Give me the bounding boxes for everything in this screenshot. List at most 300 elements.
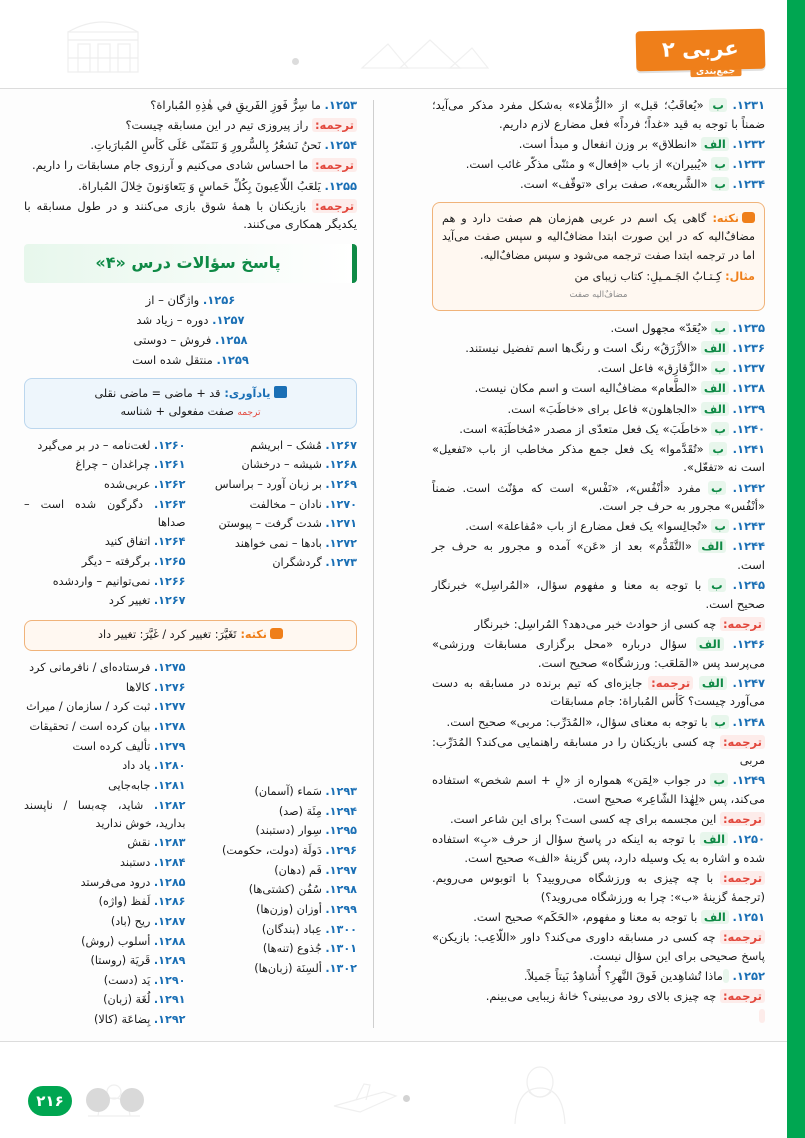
item-number: ۱۲۷۵. [153, 661, 186, 675]
list-item [24, 777, 186, 795]
note-strip-title [237, 628, 283, 641]
list-item [24, 834, 186, 852]
review-sub-line [34, 403, 347, 421]
item-text: «الجاهلون» فاعل برای «خاطَبَ» است. [507, 401, 698, 416]
item-number: ۱۲۹۶. [325, 843, 357, 857]
answer-list [432, 319, 765, 1026]
item-number: ۱۲۷۲. [325, 536, 357, 550]
list-item [196, 496, 358, 514]
item-text: «التَّقَدُّم» بعد از «عَن» آمده و مجرور به حرف جر است. [432, 539, 765, 573]
vocab-head-list [24, 291, 357, 370]
option-tag: الف [699, 676, 727, 690]
list-item [24, 991, 186, 1009]
item-text: برگرفته – دیگر [81, 554, 151, 568]
item-text: أسلوب (روش) [81, 934, 151, 948]
item-text: نَحنُ نَشعُرُ بِالسُّرورِ وَ نَتَمَنّی عَلَی کَأسِ المُبارَیاتِ. [90, 138, 321, 153]
item-text: «خاطَبَ» یک فعل متعدّی از مصدر «مُخاطَبَة» است. [459, 421, 708, 436]
left-text-column [24, 96, 357, 1034]
item-number: ۱۲۸۹. [153, 954, 186, 968]
list-item [24, 854, 186, 872]
item-number: ۱۲۹۲. [153, 1013, 186, 1027]
answer-item [432, 908, 765, 927]
spacer [196, 721, 358, 735]
list-item [24, 679, 186, 697]
footer-circles [86, 1088, 144, 1112]
airplane-icon [330, 1076, 400, 1120]
list-item [24, 311, 357, 330]
item-number: ۱۲۴۷. [732, 675, 765, 690]
item-number: ۱۲۳۸. [732, 381, 765, 396]
answer-item [432, 135, 765, 154]
option-tag: الف [696, 637, 724, 651]
answer-item [432, 440, 765, 477]
item-text: ماذا تُشاهِدین فَوقَ النَّهرِ؟ أُشاهِدُ بَیتاً جَمیلاً. [523, 968, 723, 983]
list-item [196, 803, 358, 821]
item-number: ۱۲۳۷. [732, 361, 765, 376]
item-text: فرستاده‌ای / نافرمانی کرد [29, 661, 151, 675]
item-text: «الشَّریعه»، صفت برای «توقّف» است. [520, 177, 708, 191]
item-text: دستبند [120, 855, 151, 869]
note-example-line [442, 268, 755, 287]
answer-item [432, 576, 765, 613]
item-number: ۱۲۳۱. [732, 98, 765, 112]
item-text: چه کسی از حوادث خبر می‌دهد؟ المُراسِل: خبرنگار [474, 616, 717, 631]
option-tag: ب [711, 177, 729, 191]
example-text: كِـتـابُ الجَـمـيلِ: کتاب زیبای من [574, 270, 722, 284]
item-text: این مجسمه برای چه کسی است؟ برای این شاعر است. [450, 812, 717, 827]
option-tag: ب [709, 98, 727, 112]
item-number: ۱۲۵۳. [324, 98, 357, 112]
item-text: چه چیزی بالای رود می‌بینی؟ خانۀ زیبایی می‌بینم. [485, 988, 717, 1003]
item-number: ۱۲۴۸. [732, 714, 765, 729]
item-number: ۱۲۴۳. [732, 519, 765, 534]
column-divider [373, 100, 374, 1028]
translation-tag: ترجمه: [720, 871, 765, 885]
item-number: ۱۲۹۱. [153, 993, 186, 1007]
item-number: ۱۳۰۲. [325, 961, 357, 975]
item-number: ۱۲۵۹. [216, 353, 249, 368]
option-tag: ب [708, 481, 726, 495]
option-tag: الف [700, 832, 728, 846]
translation-tag: ترجمه: [720, 812, 765, 826]
item-number: ۱۲۶۶. [153, 574, 186, 588]
answer-item [432, 635, 765, 672]
item-text: یاد داد [122, 759, 151, 773]
vocab2-col-right [24, 659, 186, 1031]
answer-item [432, 339, 765, 358]
note-body: گاهی یک اسم در عربی هم‌زمان هم صفت دارد و هم مضافٌ‌الیه که در این صورت ابتدا مضافٌ‌الیه و سپس صفت می‌آید اما در ترجمه ابتدا صفت ترجمه می‌شود و سپس مضافٌ‌الیه. [442, 211, 755, 262]
speech-bubble-icon [270, 628, 283, 639]
item-text: عِباد (بندگان) [261, 922, 322, 936]
vocab-col-left [196, 437, 358, 612]
item-text: «تُقَدَّموا» یک فعل جمع مذکر مخاطب از باب «تَفعیل» است نه «تفعّل». [432, 441, 765, 475]
list-item [196, 783, 358, 801]
item-number: ۱۲۸۶. [153, 895, 186, 909]
answer-item [432, 810, 765, 829]
option-tag: ب [711, 519, 729, 533]
list-item [24, 933, 186, 951]
item-text: دَولَة (دولت، حکومت) [221, 843, 322, 857]
item-number: ۱۲۶۷. [153, 594, 186, 608]
review-sub-label: ترجمه [237, 407, 261, 418]
note-strip [24, 620, 357, 651]
option-tag: الف [698, 539, 726, 553]
item-number: ۱۲۴۲. [732, 480, 766, 495]
book-subtitle: جمع‌بندی [690, 66, 741, 77]
option-tag: الف [701, 381, 729, 395]
item-text: ریح (باد) [110, 914, 151, 928]
answer-item [432, 674, 765, 711]
item-number: ۱۲۵۲. [732, 968, 765, 983]
item-text: جُذوع (تنه‌ها) [262, 942, 322, 956]
item-number: ۱۲۹۵. [325, 824, 357, 838]
item-text: تغییر کرد [108, 594, 151, 608]
item-text: نقش [127, 836, 151, 850]
list-item [24, 952, 186, 970]
translation-tag: ترجمه: [312, 199, 357, 213]
item-text: مِئَة (صد) [278, 804, 322, 818]
item-number: ۱۲۵۸. [215, 333, 248, 348]
vocab-col-right [24, 437, 186, 612]
item-text: جابه‌جایی [108, 778, 151, 792]
item-text: «الأزْرَقُ» رنگ است و رنگ‌ها اسم تفضیل نیستند. [465, 341, 698, 356]
item-text: شاید، چه‌بسا / ناپسند بدارید، خوش ندارید [24, 798, 186, 830]
list-item [24, 476, 186, 494]
list-item [24, 533, 186, 551]
list-item [24, 972, 186, 990]
item-text: بادها – نمی خواهند [234, 536, 322, 550]
list-item [24, 437, 186, 455]
review-box [24, 378, 357, 429]
item-text: یَلعَبُ اللّاعِبونَ بِکُلِّ حَماسٍ وَ یَتَعاوَنونَ خِلالَ المُباراة. [78, 178, 321, 193]
note-title-text: نکته: [712, 211, 739, 225]
vocab-two-col-2 [24, 659, 357, 1031]
item-number: ۱۲۷۶. [153, 680, 186, 694]
item-text: با چه چیزی به ورزشگاه می‌رویید؟ با اتوبوس می‌رویم. (ترجمۀ گزینۀ «ب»: چرا به ورزشگاه می‌روید؟) [432, 871, 765, 904]
header-dot [292, 58, 299, 65]
speech-bubble-icon [742, 212, 755, 223]
item-text: گردشگران [272, 556, 322, 570]
item-text: شیشه – درخشان [241, 458, 322, 472]
answer-item [432, 359, 765, 378]
item-number: ۱۲۴۰. [732, 421, 765, 436]
note-strip-body: تَغَیَّرَ: تغییر کرد / غَیَّرَ: تغییر داد [98, 627, 237, 641]
item-number: ۱۲۶۸. [325, 458, 357, 472]
answer-item [432, 713, 765, 732]
page-content [24, 96, 765, 1034]
item-text: کالاها [125, 680, 151, 694]
item-text: دوره – زیاد شد [136, 312, 209, 327]
item-text: «یُبیران» از باب «إفعال» و مثنّی مذکّر غائب است. [465, 156, 708, 171]
item-number: ۱۲۸۲. [153, 798, 186, 812]
item-number: ۱۲۵۷. [212, 312, 245, 327]
item-text: «الطَّعام» مضافٌ‌الیه است و اسم مکان نیست. [474, 381, 698, 396]
answer-item [24, 96, 357, 115]
list-item [196, 901, 358, 919]
vocab-two-col [24, 437, 357, 612]
item-number: ۱۲۹۷. [325, 863, 357, 877]
item-text: «انطلاق» بر وزن انفعال و مبدأ است. [518, 136, 698, 151]
item-text: ما سِرُّ فَوزِ الفَریقِ في هٰذِهِ المُباراة؟ [150, 98, 321, 112]
translation-tag [759, 1009, 765, 1023]
item-text: نمی‌توانیم – واردشده [52, 574, 151, 588]
list-item [24, 874, 186, 892]
list-item [196, 862, 358, 880]
spacer [196, 659, 358, 673]
item-number: ۱۲۹۴. [325, 804, 357, 818]
book-title: عربی ۲ [662, 36, 740, 62]
answer-item [432, 400, 765, 419]
item-text: فَم (دهان) [274, 863, 322, 877]
answer-item [432, 175, 765, 194]
spacer [196, 737, 358, 751]
item-text: تألیف کرده است [72, 739, 151, 753]
answer-item [432, 733, 765, 770]
item-text: با توجه به اینکه در پاسخ سؤال از حرف «بِ» استفاده شده و اشاره به یک وسیله دارد، پس گزینۀ «الف» صحیح است. [432, 832, 765, 865]
option-tag: ب [711, 715, 729, 729]
item-number: ۱۲۵۱. [732, 909, 765, 924]
note-box [432, 202, 765, 311]
item-text: بازیکنان با همۀ شوق بازی می‌کنند و در طول مسابقه با یکدیگر همکاری می‌کنند. [24, 198, 357, 232]
item-number: ۱۲۴۱. [732, 441, 766, 456]
spacer [196, 690, 358, 704]
list-item [24, 553, 186, 571]
item-number: ۱۲۴۵. [732, 578, 766, 593]
book-icon [274, 386, 287, 398]
list-item [24, 1011, 186, 1029]
item-text: «الزَّقازِق» فاعل است. [597, 361, 708, 376]
list-item [24, 659, 186, 677]
spacer [196, 675, 358, 689]
item-number: ۱۳۰۰. [325, 922, 357, 936]
answer-item [432, 987, 765, 1006]
item-number: ۱۲۳۶. [732, 341, 765, 356]
item-number: ۱۲۵۰. [732, 832, 766, 847]
item-number: ۱۲۷۱. [325, 517, 357, 531]
list-item [24, 718, 186, 736]
translation-tag: ترجمه: [720, 617, 765, 631]
item-number: ۱۲۸۰. [153, 759, 186, 773]
spacer [196, 706, 358, 720]
item-text: مفرد «أنْفُس»، «نَفْس» است که مؤنّث است. ضمناً «أنْفُس» مجرور به حرف جر است. [432, 480, 765, 514]
option-tag: ب [708, 578, 726, 592]
item-text: دگرگون شده است – صداها [24, 497, 186, 529]
item-number: ۱۲۵۶. [202, 292, 236, 307]
list-item [24, 592, 186, 610]
answer-item [432, 319, 765, 338]
answer-item [432, 771, 765, 808]
answer-item [432, 420, 765, 439]
item-number: ۱۲۶۴. [153, 535, 186, 549]
item-number: ۱۲۸۳. [153, 836, 186, 850]
list-item [196, 822, 358, 840]
item-text: قَریَة (روستا) [90, 954, 151, 968]
item-text: عربی‌شده [103, 477, 151, 491]
list-item [24, 893, 186, 911]
item-number: ۱۲۷۳. [325, 556, 357, 570]
option-tag [723, 969, 729, 983]
section-heading: پاسخ سؤالات درس «۴» [24, 244, 357, 283]
item-text: راز پیروزی تیم در این مسابقه چیست؟ [125, 118, 309, 133]
list-item [196, 437, 358, 455]
item-text: اتفاق کنید [104, 535, 151, 549]
answer-item [432, 537, 765, 574]
spacer [196, 752, 358, 766]
item-text: یَد (دست) [103, 973, 151, 987]
list-item [196, 940, 358, 958]
item-text: بیان کرده است / تحقیقات [29, 719, 151, 733]
note-strip-title-text: نکته: [240, 627, 267, 641]
list-item [24, 757, 186, 775]
list-item [196, 921, 358, 939]
item-number: ۱۲۸۵. [153, 875, 186, 889]
option-tag: ب [710, 773, 728, 787]
option-tag: الف [701, 137, 729, 151]
item-number: ۱۲۴۹. [732, 773, 766, 788]
item-text: لُغَة (زبان) [103, 993, 151, 1007]
answer-item [432, 928, 765, 965]
list-item [196, 881, 358, 899]
item-text: مُشک – ابریشم [250, 438, 322, 452]
page-number: ۲۱۶ [28, 1086, 72, 1116]
item-text: بر زبان آورد – براساس [214, 477, 322, 491]
item-number: ۱۲۵۴. [324, 138, 357, 153]
mosque-arch-icon [60, 14, 150, 74]
item-number: ۱۲۹۰. [153, 973, 186, 987]
item-number: ۱۲۳۵. [732, 321, 765, 336]
list-item [24, 331, 357, 350]
list-item [24, 573, 186, 591]
translation-tag: ترجمه: [720, 735, 765, 749]
option-tag: الف [701, 910, 729, 924]
option-tag: ب [709, 442, 727, 456]
item-number: ۱۲۷۹. [153, 739, 186, 753]
item-number: ۱۲۶۰. [153, 438, 186, 452]
translation-tag: ترجمه: [720, 989, 765, 1003]
answer-item [24, 116, 357, 135]
item-number: ۱۲۳۴. [732, 177, 765, 191]
option-tag: الف [701, 402, 729, 416]
item-text: لَفظ (واژه) [98, 895, 151, 909]
item-number: ۱۲۹۳. [325, 785, 357, 799]
list-item [24, 456, 186, 474]
note-title [706, 212, 755, 225]
translation-tag: ترجمه: [312, 118, 357, 132]
item-text: با توجه به معنا و مفهوم، «الحَکَم» صحیح است. [473, 909, 698, 924]
list-item [24, 738, 186, 756]
option-tag: ب [711, 422, 729, 436]
item-text: چه کسی در مسابقه داوری می‌کند؟ داور «اللّاعِب: بازیکن» پاسخ صحیحی برای این سؤال نیست. [432, 929, 765, 963]
item-text: واژگان – از [145, 292, 200, 307]
translation-tag: ترجمه: [648, 676, 693, 690]
example-caption: مضافٌ‌الیه صفت [569, 290, 628, 300]
answer-item [432, 1007, 765, 1026]
answer-item [24, 197, 357, 234]
item-text: بِضاعَة (کالا) [94, 1013, 151, 1027]
book-title-ribbon [636, 29, 765, 78]
right-text-column [432, 96, 765, 1034]
item-number: ۱۲۷۰. [325, 497, 357, 511]
item-number: ۱۲۶۷. [325, 438, 357, 452]
translation-tag: ترجمه: [720, 930, 765, 944]
answer-item [432, 379, 765, 398]
item-text: ثبت کرد / سازمان / میراث [26, 700, 151, 714]
item-number: ۱۳۰۱. [325, 942, 357, 956]
option-tag: ب [711, 321, 729, 335]
answer-item [432, 96, 765, 133]
list-item [24, 797, 186, 833]
list-item [196, 554, 358, 572]
item-text: ما احساس شادی می‌کنیم و آرزوی جام مسابقات را داریم. [32, 158, 309, 173]
review-title [221, 387, 287, 400]
list-item [196, 842, 358, 860]
item-text: «یُعَدّ» مجهول است. [610, 321, 708, 336]
review-title-text: یادآوری: [224, 386, 271, 400]
item-number: ۱۲۹۸. [325, 883, 357, 897]
item-text: ألسِنَة (زبان‌ها) [254, 961, 322, 975]
item-text: منتقل شده است [132, 353, 213, 368]
list-item [196, 515, 358, 533]
footer-circle [86, 1088, 110, 1112]
answer-item [432, 517, 765, 536]
item-text: لغت‌نامه – در بر می‌گیرد [37, 438, 151, 452]
list-item [196, 960, 358, 978]
item-text: نادان – مخالفت [249, 497, 322, 511]
item-text: أوزان (وزن‌ها) [256, 902, 322, 916]
page-edge-bar [787, 0, 805, 1138]
item-text: «يُعاقَبُ؛ قبل» از «الزُّمَلاء» به‌شکل مفرد مذکر می‌آید؛ ضمناً با توجه به قید «غداً؛ فرداً» فعل مضارع لازم داریم. [432, 98, 765, 131]
item-number: ۱۲۸۷. [153, 914, 186, 928]
item-number: ۱۲۷۷. [153, 700, 186, 714]
item-text: با توجه به معنا و مفهوم سؤال، «المُراسِل» خبرنگار صحیح است. [432, 578, 765, 611]
answer-item [432, 830, 765, 867]
item-text: درود می‌فرستد [80, 875, 151, 889]
list-item [24, 913, 186, 931]
item-number: ۱۲۷۸. [153, 719, 186, 733]
footer-dot [403, 1095, 410, 1102]
item-number: ۱۲۶۵. [153, 554, 186, 568]
item-text: سَماء (آسمان) [254, 785, 322, 799]
item-text: «تُجالِسوا» یک فعل مضارع از باب «مُفاعلة» است. [465, 519, 708, 534]
spacer [196, 768, 358, 782]
item-text: جایزه‌ای که تیم برنده در مسابقه به دست می‌آورد چیست؟ کَأس المُباراة: جام مسابقات [432, 675, 765, 709]
item-number: ۱۲۳۳. [732, 156, 765, 171]
answer-item [432, 155, 765, 174]
item-text: با توجه به معنای سؤال، «المُدَرِّب: مربی» صحیح است. [446, 714, 708, 729]
review-sub-text: صفت مفعولی + شناسه [120, 404, 234, 418]
answer-item [24, 177, 357, 196]
item-number: ۱۲۴۴. [732, 539, 765, 554]
item-number: ۱۲۸۴. [153, 855, 186, 869]
item-number: ۱۲۵۵. [324, 178, 357, 193]
item-number: ۱۲۳۹. [732, 401, 765, 416]
item-text: فروش – دوستی [133, 333, 212, 348]
item-number: ۱۲۶۹. [325, 477, 357, 491]
option-tag: ب [711, 361, 729, 375]
translation-tag: ترجمه: [312, 158, 357, 172]
review-body: قد + ماضی = ماضی نقلی [94, 386, 221, 400]
item-text: سِوار (دستبند) [255, 824, 322, 838]
answer-item [432, 967, 765, 986]
answer-item [432, 615, 765, 634]
item-text: سؤال درباره «محل برگزاری مسابقات ورزشی» می‌پرسد پس «المَلعَب: ورزشگاه» صحیح است. [432, 637, 765, 670]
item-number: ۱۲۹۹. [325, 902, 357, 916]
list-item [24, 698, 186, 716]
item-number: ۱۲۶۲. [153, 477, 186, 491]
option-tag: ب [711, 157, 729, 171]
item-number: ۱۲۴۶. [732, 637, 766, 652]
list-item [196, 476, 358, 494]
